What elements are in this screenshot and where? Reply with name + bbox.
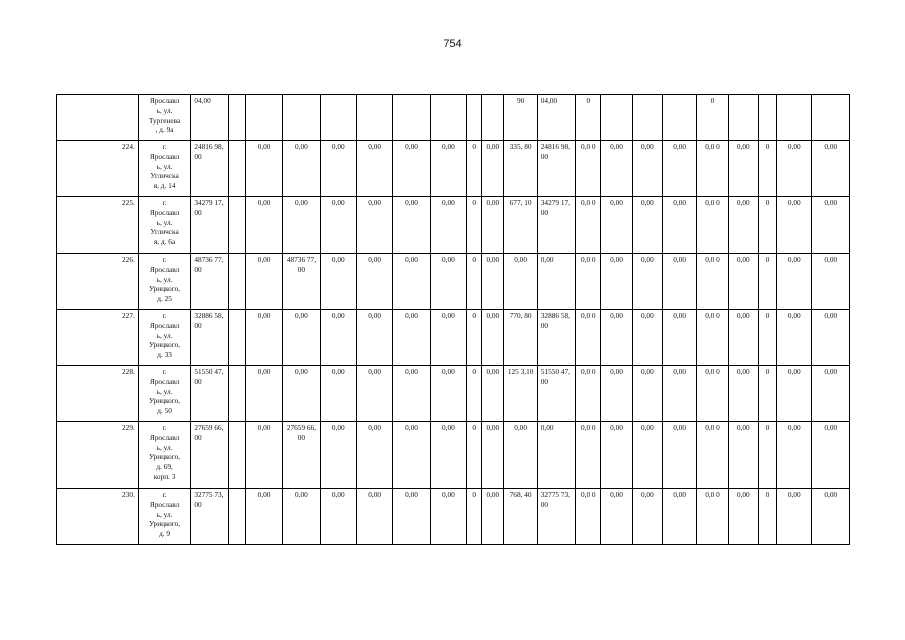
row-number-cell: 226. bbox=[57, 254, 139, 310]
value-cell: 0,00 bbox=[812, 366, 850, 422]
address-line: Тургенева bbox=[148, 115, 181, 125]
address-line: д. 25 bbox=[157, 294, 172, 304]
value-cell: 0,00 bbox=[482, 254, 504, 310]
value-cell: 0,00 bbox=[777, 489, 812, 545]
value-cell: 0,00 bbox=[812, 254, 850, 310]
value-cell: 0,00 bbox=[777, 254, 812, 310]
value-cell: 0,00 bbox=[601, 141, 632, 197]
table-row bbox=[57, 366, 850, 422]
address-line: Урицкого, bbox=[149, 452, 181, 462]
value-cell: 0,00 bbox=[482, 489, 504, 545]
value-cell: 0,00 bbox=[482, 422, 504, 489]
value-cell: 125 3,10 bbox=[504, 366, 537, 422]
value-cell: 0,00 bbox=[728, 310, 758, 366]
value-cell: 0,00 bbox=[601, 254, 632, 310]
value-cell bbox=[663, 95, 697, 141]
value-cell: 0 bbox=[758, 254, 776, 310]
value-cell: 0,00 bbox=[812, 310, 850, 366]
value-cell: 0 bbox=[758, 197, 776, 254]
value-cell: 0,00 bbox=[393, 310, 430, 366]
value-cell: 0,00 bbox=[632, 366, 662, 422]
row-number-cell: 229. bbox=[57, 422, 139, 489]
value-cell: 0,00 bbox=[728, 254, 758, 310]
value-cell: 0,00 bbox=[393, 141, 430, 197]
value-cell: 0,0 0 bbox=[576, 366, 601, 422]
value-cell bbox=[728, 95, 758, 141]
value-cell: 0,0 0 bbox=[576, 422, 601, 489]
value-cell: 0,00 bbox=[356, 422, 392, 489]
value-cell: 34279 17,00 bbox=[537, 197, 575, 254]
value-cell: 0,00 bbox=[812, 141, 850, 197]
value-cell: 0,00 bbox=[601, 197, 632, 254]
value-cell: 0 bbox=[467, 366, 482, 422]
value-cell: 0,00 bbox=[812, 197, 850, 254]
value-cell: 0,00 bbox=[777, 366, 812, 422]
value-cell: 0 bbox=[467, 254, 482, 310]
value-cell bbox=[482, 95, 504, 141]
value-cell: 0,0 0 bbox=[576, 141, 601, 197]
value-cell: 0 bbox=[758, 422, 776, 489]
value-cell: 0,0 0 bbox=[697, 489, 728, 545]
value-cell bbox=[758, 95, 776, 141]
value-cell: 0,00 bbox=[812, 422, 850, 489]
value-cell: 0,00 bbox=[245, 310, 282, 366]
address-line: ь, ул. bbox=[156, 386, 173, 396]
value-cell: 0,0 0 bbox=[697, 422, 728, 489]
value-cell: 0,00 bbox=[356, 141, 392, 197]
value-cell bbox=[632, 95, 662, 141]
value-cell: 51550 47,00 bbox=[191, 366, 228, 422]
value-cell: 0,00 bbox=[777, 310, 812, 366]
value-cell: 0,0 0 bbox=[576, 197, 601, 254]
row-number-cell: 224. bbox=[57, 141, 139, 197]
value-cell: 0,00 bbox=[430, 422, 466, 489]
value-cell: 0,0 0 bbox=[697, 254, 728, 310]
address-line: Угличска bbox=[150, 171, 179, 181]
value-cell: 0,00 bbox=[320, 366, 356, 422]
address-line: Ярославл bbox=[149, 432, 180, 442]
row-number-cell: 227. bbox=[57, 310, 139, 366]
value-cell: 0,00 bbox=[537, 254, 575, 310]
value-cell: 32886 58,00 bbox=[537, 310, 575, 366]
value-cell: 0,00 bbox=[283, 197, 320, 254]
value-cell: 770, 80 bbox=[504, 310, 537, 366]
value-cell: 0,00 bbox=[430, 254, 466, 310]
value-cell bbox=[228, 366, 245, 422]
value-cell: 0,00 bbox=[482, 366, 504, 422]
value-cell: 0,00 bbox=[283, 366, 320, 422]
value-cell: 24816 98,00 bbox=[191, 141, 228, 197]
value-cell: 0,00 bbox=[632, 141, 662, 197]
value-cell: 0,00 bbox=[728, 197, 758, 254]
address-cell bbox=[138, 95, 191, 141]
value-cell: 0,00 bbox=[601, 422, 632, 489]
value-cell: 32886 58,00 bbox=[191, 310, 228, 366]
value-cell: 0,00 bbox=[482, 197, 504, 254]
value-cell: 0,00 bbox=[245, 489, 282, 545]
address-line: г. bbox=[162, 423, 167, 432]
value-cell: 0,0 0 bbox=[576, 489, 601, 545]
table-body bbox=[57, 95, 850, 545]
table-row bbox=[57, 422, 850, 489]
address-line: Урицкого, bbox=[149, 284, 181, 294]
value-cell: 32775 73,00 bbox=[537, 489, 575, 545]
value-cell: 0,00 bbox=[632, 489, 662, 545]
value-cell bbox=[228, 95, 245, 141]
value-cell bbox=[320, 95, 356, 141]
address-line: Ярославл bbox=[149, 151, 180, 161]
value-cell: 768, 40 bbox=[504, 489, 537, 545]
value-cell: 0,00 bbox=[601, 489, 632, 545]
value-cell: 0,00 bbox=[320, 489, 356, 545]
value-cell: 48736 77,00 bbox=[191, 254, 228, 310]
value-cell: 0,00 bbox=[430, 141, 466, 197]
value-cell: 27659 66,00 bbox=[283, 422, 320, 489]
address-line: корп. 3 bbox=[153, 471, 176, 481]
address-line: ь, ул. bbox=[156, 509, 173, 519]
value-cell: 335, 80 bbox=[504, 141, 537, 197]
value-cell: 0,00 bbox=[777, 422, 812, 489]
table-row bbox=[57, 141, 850, 197]
value-cell: 0,00 bbox=[356, 366, 392, 422]
value-cell: 0,00 bbox=[320, 422, 356, 489]
value-cell: 0,00 bbox=[393, 422, 430, 489]
value-cell: 0,00 bbox=[632, 197, 662, 254]
value-cell: 0,00 bbox=[663, 422, 697, 489]
value-cell: 0 bbox=[758, 310, 776, 366]
address-line: д. 69, bbox=[156, 462, 173, 472]
value-cell: 0,00 bbox=[393, 254, 430, 310]
value-cell: 0 bbox=[758, 366, 776, 422]
value-cell: 0,00 bbox=[393, 489, 430, 545]
value-cell: 0 bbox=[467, 141, 482, 197]
value-cell: 0,00 bbox=[320, 310, 356, 366]
value-cell: 27659 66,00 bbox=[191, 422, 228, 489]
value-cell: 0,00 bbox=[245, 422, 282, 489]
address-line: я, д. 14 bbox=[153, 181, 176, 191]
value-cell: 0,00 bbox=[777, 197, 812, 254]
value-cell: 0 bbox=[697, 95, 728, 141]
value-cell bbox=[356, 95, 392, 141]
value-cell: 0,00 bbox=[393, 366, 430, 422]
value-cell bbox=[228, 197, 245, 254]
value-cell: 0,00 bbox=[320, 197, 356, 254]
value-cell: 0,00 bbox=[663, 197, 697, 254]
value-cell: 0,00 bbox=[320, 141, 356, 197]
value-cell: 0,00 bbox=[777, 141, 812, 197]
address-line: г. bbox=[162, 142, 167, 151]
value-cell: 0,00 bbox=[663, 489, 697, 545]
address-line: д. 50 bbox=[157, 406, 172, 416]
value-cell: 24816 98,00 bbox=[537, 141, 575, 197]
address-line: Урицкого, bbox=[149, 396, 181, 406]
value-cell: 0,00 bbox=[430, 310, 466, 366]
address-line: , д. 9а bbox=[155, 125, 174, 135]
value-cell: 48736 77,00 bbox=[283, 254, 320, 310]
value-cell: 0,00 bbox=[283, 489, 320, 545]
address-line: Ярославл bbox=[149, 207, 180, 217]
address-line: ь, ул. bbox=[156, 217, 173, 227]
address-line: ь, ул. bbox=[156, 105, 173, 115]
value-cell: 0,00 bbox=[430, 197, 466, 254]
value-cell bbox=[228, 141, 245, 197]
value-cell: 0,00 bbox=[504, 254, 537, 310]
value-cell: 0,00 bbox=[430, 489, 466, 545]
value-cell: 0,00 bbox=[430, 366, 466, 422]
address-line: Ярославл bbox=[149, 320, 180, 330]
value-cell: 0,00 bbox=[356, 197, 392, 254]
address-line: я, д. 6а bbox=[153, 237, 176, 247]
value-cell: 0,00 bbox=[320, 254, 356, 310]
value-cell: 0,00 bbox=[632, 422, 662, 489]
value-cell: 0,0 0 bbox=[576, 310, 601, 366]
address-line: ь, ул. bbox=[156, 274, 173, 284]
value-cell: 0,00 bbox=[245, 141, 282, 197]
value-cell: 0 bbox=[467, 310, 482, 366]
table-row bbox=[57, 310, 850, 366]
address-line: ь, ул. bbox=[156, 161, 173, 171]
value-cell bbox=[228, 422, 245, 489]
address-cell bbox=[138, 197, 191, 254]
value-cell: 0,00 bbox=[663, 254, 697, 310]
value-cell: 0,00 bbox=[283, 310, 320, 366]
value-cell: 0,00 bbox=[663, 366, 697, 422]
value-cell: 0,00 bbox=[356, 489, 392, 545]
address-line: Ярославл bbox=[149, 376, 180, 386]
value-cell: 0,0 0 bbox=[576, 254, 601, 310]
value-cell: 0,00 bbox=[283, 141, 320, 197]
value-cell: 0,00 bbox=[663, 310, 697, 366]
value-cell: 0,00 bbox=[728, 489, 758, 545]
value-cell: 0,00 bbox=[537, 422, 575, 489]
address-line: г. bbox=[162, 311, 167, 320]
value-cell: 0,00 bbox=[393, 197, 430, 254]
value-cell: 90 bbox=[504, 95, 537, 141]
value-cell bbox=[228, 254, 245, 310]
address-line: ь, ул. bbox=[156, 442, 173, 452]
repair-register-table bbox=[56, 94, 850, 545]
address-line: Ярославл bbox=[149, 499, 180, 509]
value-cell: 0,00 bbox=[482, 141, 504, 197]
value-cell: 0 bbox=[758, 141, 776, 197]
value-cell: 0,00 bbox=[728, 141, 758, 197]
value-cell: 0 bbox=[758, 489, 776, 545]
value-cell: 0,00 bbox=[504, 422, 537, 489]
address-line: д. 33 bbox=[157, 350, 172, 360]
value-cell bbox=[228, 489, 245, 545]
value-cell bbox=[430, 95, 466, 141]
value-cell: 0,00 bbox=[245, 197, 282, 254]
value-cell: 0,00 bbox=[245, 366, 282, 422]
address-line: г. bbox=[162, 255, 167, 264]
value-cell: 0,00 bbox=[601, 310, 632, 366]
value-cell: 0,00 bbox=[601, 366, 632, 422]
value-cell: 0,0 0 bbox=[697, 366, 728, 422]
address-cell bbox=[138, 254, 191, 310]
value-cell: 0,0 0 bbox=[697, 197, 728, 254]
address-line: Угличска bbox=[150, 227, 179, 237]
page-number: 754 bbox=[443, 38, 462, 50]
address-cell bbox=[138, 422, 191, 489]
value-cell: 0,0 0 bbox=[697, 141, 728, 197]
address-line: д. 9 bbox=[159, 529, 171, 539]
row-number-cell bbox=[57, 95, 139, 141]
value-cell: 0,00 bbox=[812, 489, 850, 545]
value-cell: 0,0 0 bbox=[697, 310, 728, 366]
value-cell: 0,00 bbox=[728, 366, 758, 422]
value-cell: 34279 17,00 bbox=[191, 197, 228, 254]
address-line: г. bbox=[162, 198, 167, 207]
address-line: ь, ул. bbox=[156, 330, 173, 340]
value-cell: 0,00 bbox=[663, 141, 697, 197]
value-cell: 0,00 bbox=[632, 254, 662, 310]
value-cell bbox=[245, 95, 282, 141]
table-row bbox=[57, 254, 850, 310]
value-cell: 0,00 bbox=[482, 310, 504, 366]
row-number-cell: 230. bbox=[57, 489, 139, 545]
table-row bbox=[57, 95, 850, 141]
value-cell bbox=[601, 95, 632, 141]
value-cell: 0,00 bbox=[356, 254, 392, 310]
value-cell bbox=[393, 95, 430, 141]
value-cell bbox=[812, 95, 850, 141]
value-cell: 0 bbox=[576, 95, 601, 141]
address-line: Урицкого, bbox=[149, 340, 181, 350]
value-cell bbox=[777, 95, 812, 141]
value-cell: 32775 73,00 bbox=[191, 489, 228, 545]
value-cell: 677, 10 bbox=[504, 197, 537, 254]
value-cell: 0,00 bbox=[632, 310, 662, 366]
address-cell bbox=[138, 366, 191, 422]
address-line: г. bbox=[162, 490, 167, 499]
value-cell bbox=[283, 95, 320, 141]
address-cell bbox=[138, 489, 191, 545]
value-cell: 0 bbox=[467, 422, 482, 489]
value-cell bbox=[228, 310, 245, 366]
table-row bbox=[57, 197, 850, 254]
address-line: г. bbox=[162, 367, 167, 376]
address-line: Урицкого, bbox=[149, 519, 181, 529]
table-row bbox=[57, 489, 850, 545]
row-number-cell: 225. bbox=[57, 197, 139, 254]
value-cell: 0 bbox=[467, 489, 482, 545]
value-cell bbox=[467, 95, 482, 141]
address-cell bbox=[138, 141, 191, 197]
value-cell: 0,00 bbox=[728, 422, 758, 489]
value-cell: 04,00 bbox=[537, 95, 575, 141]
value-cell: 51550 47,00 bbox=[537, 366, 575, 422]
value-cell: 0,00 bbox=[356, 310, 392, 366]
address-line: Ярославл bbox=[149, 96, 180, 105]
row-number-cell: 228. bbox=[57, 366, 139, 422]
address-cell bbox=[138, 310, 191, 366]
value-cell: 0 bbox=[467, 197, 482, 254]
address-line: Ярославл bbox=[149, 264, 180, 274]
value-cell: 0,00 bbox=[245, 254, 282, 310]
value-cell: 04,00 bbox=[191, 95, 228, 141]
